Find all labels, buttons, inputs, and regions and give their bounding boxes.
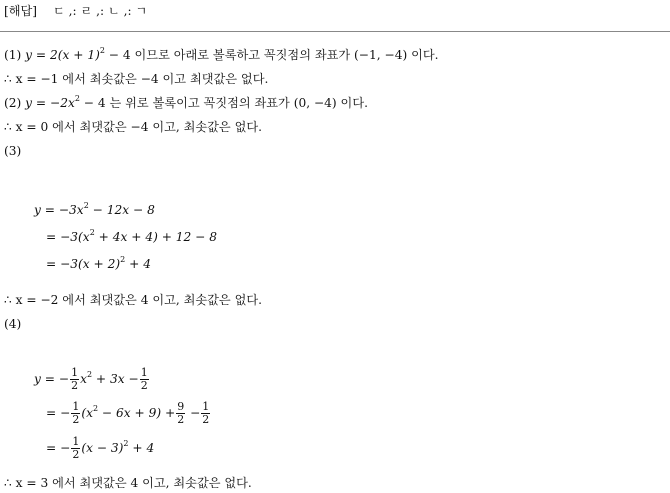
problem3-eq2-exp: 2 [89,228,95,237]
fraction-nine-half: $\frac{9}{2}$ [177,400,185,426]
fraction-one-half: $\frac{1}{2}$ [140,366,148,392]
problem3-conclusion: ∴ x = −2 에서 최댓값은 4 이고, 최솟값은 없다. [4,293,262,307]
problem3-eq1 [34,203,155,217]
fraction-one-half: $\frac{1}{2}$ [71,366,79,392]
problem3-eq3-exp: 2 [120,255,126,264]
problem3-eq1-exp: 2 [83,201,89,210]
problem2-description: 는 위로 볼록이고 꼭짓점의 좌표가 (0, −4) 이다. [105,96,368,110]
problem3-eq3 [46,257,151,271]
problem2-exponent: 2 [74,94,80,103]
problem4-number: (4) [4,317,22,331]
problem1-number: (1) [4,48,22,62]
problem3-eq1-lhs: y = −3x [34,203,84,217]
problem4-eq3: = − $\frac{1}{2}$ $(x - 3)^2 + 4$ [46,435,155,461]
fraction-one-half: $\frac{1}{2}$ [72,435,80,461]
problem1-conclusion: ∴ x = −1 에서 최솟값은 −4 이고 최댓값은 없다. [4,72,269,86]
problem3-eq2-rhs: + 4x + 4) + 12 − 8 [94,230,218,244]
problem2-number: (2) [4,96,22,110]
problem2-conclusion: ∴ x = 0 에서 최댓값은 −4 이고, 최솟값은 없다. [4,120,262,134]
problem2-function-tail: − 4 [79,96,106,110]
problem3-eq2-lhs: = −3(x [46,230,90,244]
answer-key: ㄷ ,: ㄹ ,: ㄴ ,: ㄱ [52,4,148,18]
problem2-function: y = −2x [25,96,75,110]
problem2-line [4,95,368,111]
problem1-function: y = 2(x + 1) [25,48,100,62]
problem4-eq2: = − $\frac{1}{2}$ $(x^2 - 6x + 9)$ + $\frac{9}{2}$ − $\frac{1}{2}$ [46,400,210,426]
problem1-description: 이므로 아래로 볼록하고 꼭짓점의 좌표가 (−1, −4) 이다. [130,48,439,62]
answer-header [4,3,147,19]
answer-label: [해답] [4,4,38,18]
problem3-number: (3) [4,144,22,158]
problem3-eq1-rhs: − 12x − 8 [88,203,155,217]
fraction-one-half: $\frac{1}{2}$ [202,400,210,426]
problem1-exponent: 2 [99,46,105,55]
problem3-eq3-rhs: + 4 [125,257,151,271]
problem1-line [4,47,439,63]
header-divider [0,31,670,32]
problem4-eq1: y = − $\frac{1}{2}$ $x^2 + 3x$ − $\frac{1}{2}$ [34,366,148,392]
fraction-one-half: $\frac{1}{2}$ [72,400,80,426]
problem1-function-tail: − 4 [104,48,131,62]
problem4-eq1-lhs: y = − [34,372,70,386]
problem4-conclusion: ∴ x = 3 에서 최댓값은 4 이고, 최솟값은 없다. [4,476,252,490]
problem3-eq2 [46,230,217,244]
problem3-eq3-lhs: = −3(x + 2) [46,257,121,271]
